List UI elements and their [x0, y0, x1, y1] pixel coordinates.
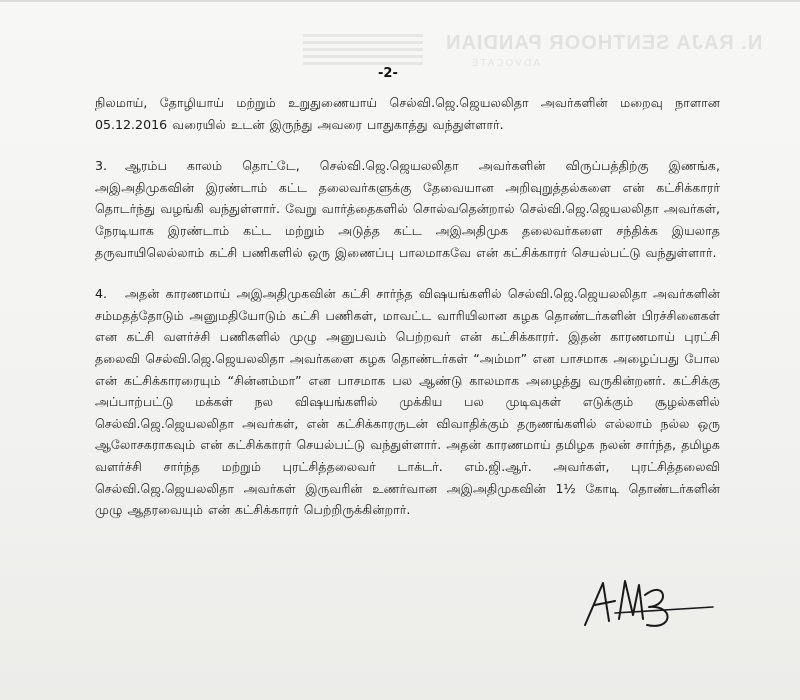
paragraph-continuation — [95, 92, 720, 135]
page-number: -2- — [378, 66, 398, 81]
paragraph-text: ஆரம்ப காலம் தொட்டே, செல்வி.ஜெ.ஜெயலலிதா அவர்களின் விருப்பத்திற்கு இணங்க, அஇஅதிமுகவின் இரண்டாம் கட்ட தலைவர்களுக்கு தேவையான அறிவுறுத்தல்களை என் கட்சிக்காரர் தொடர்ந்து வழங்கி வந்துள்ளார். வேறு வார்த்தைகளில் சொல்வதென்றால் செல்வி.ஜெ.ஜெயலலிதா அவர்கள், நேரடியாக இரண்டாம் கட்ட மற்றும் அடுத்த கட்ட அஇஅதிமுக தலைவர்களை சந்திக்க இயலாத தருவாயிலெல்லாம் கட்சி பணிகளில் ஒரு இணைப்பு பாலமாகவே என் கட்சிக்காரர் செயல்பட்டு வந்துள்ளார். — [95, 158, 720, 260]
paragraph-text: அதன் காரணமாய் அஇஅதிமுகவின் கட்சி சார்ந்த விஷயங்களில் செல்வி.ஜெ.ஜெயலலிதா அவர்களின் சம்மதத்தோடும் அனுமதியோடும் கட்சி பணிகள், மாவட்ட வாரியிலான கழக தொண்டர்களின் பிரச்சினைகள் என கட்சி வளர்ச்சி பணிகளில் முழு அனுபவம் பெற்றவர் என் கட்சிக்காரர். இதன் காரணமாய் புரட்சி தலைவி செல்வி.ஜெ.ஜெயலலிதா அவர்களை கழக தொண்டர்கள் “அம்மா” என பாசமாக அழைப்பது போல என் கட்சிக்காரரையும் “சின்னம்மா” என பாசமாக பல ஆண்டு காலமாக அழைத்து வருகின்றனர். கட்சிக்கு அப்பாற்பட்டு மக்கள் நல விஷயங்களில் முக்கிய பல முடிவுகள் எடுக்கும் சூழல்களில் செல்வி.ஜெ.ஜெயலலிதா அவர்கள், என் கட்சிக்காரருடன் விவாதிக்கும் தருணங்களில் எல்லாம் நல்ல ஒரு ஆலோசகராகவும் என் கட்சிக்காரர் செயல்பட்டு வந்துள்ளார். அதன் காரணமாய் தமிழக நலன் சார்ந்த, தமிழக வளர்ச்சி சார்ந்த மற்றும் புரட்சித்தலைவர் டாக்டர். எம்.ஜி.ஆர். அவர்கள், புரட்சித்தலைவி செல்வி.ஜெ.ஜெயலலிதா அவர்கள் இருவரின் உணர்வான அஇஅதிமுகவின் 1½ கோடி தொண்டர்களின் முழு ஆதரவையும் என் கட்சிக்காரர் பெற்றிருக்கின்றார். — [95, 286, 720, 518]
bleed-through-address — [303, 34, 423, 69]
paragraph-text: நிலமாய், தோழியாய் மற்றும் உறுதுணையாய் செல்வி.ஜெ.ஜெயலலிதா அவர்களின் மறைவு நாளான 05.12.2016 வரையில் உடன் இருந்து அவரை பாதுகாத்து வந்துள்ளார். — [95, 95, 720, 132]
bleed-through-subtitle: ADVOCATE — [470, 58, 541, 69]
scan-edge — [0, 0, 800, 2]
paragraph-number: 4. — [95, 286, 108, 302]
paragraph-number: 3. — [95, 158, 108, 174]
letter-body — [95, 92, 720, 541]
signature — [575, 575, 715, 635]
bleed-through-letterhead: N. RAJA SENTHOOR PANDIAN — [445, 32, 763, 54]
paragraph-4 — [95, 283, 720, 521]
paragraph-3 — [95, 155, 720, 263]
